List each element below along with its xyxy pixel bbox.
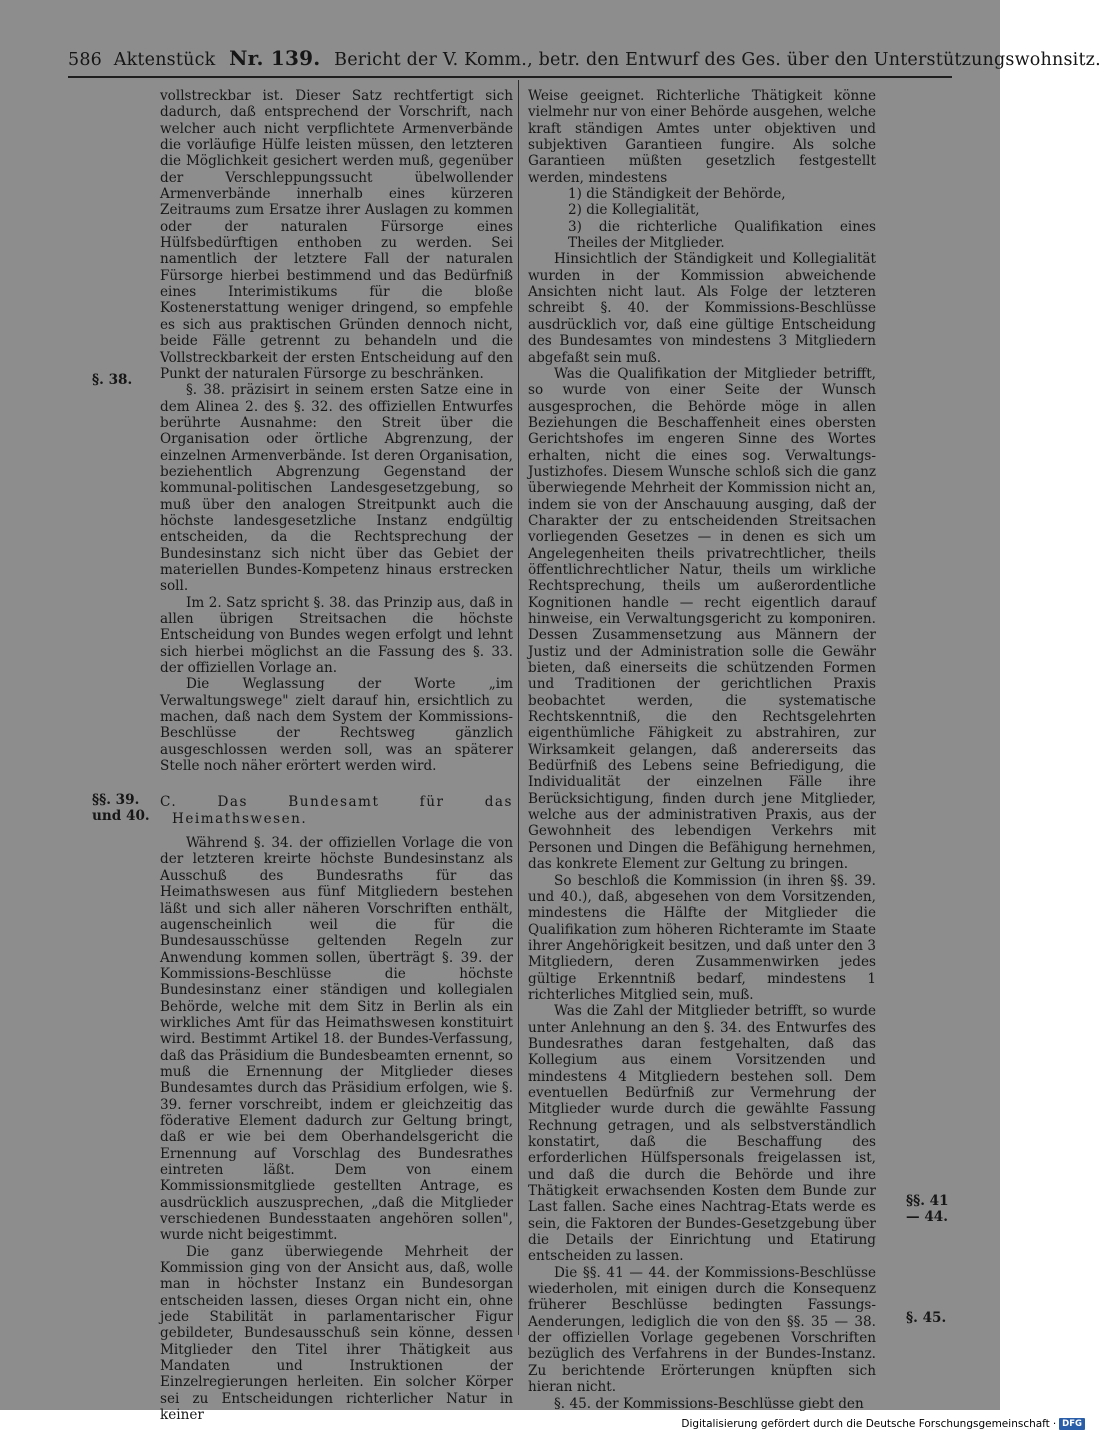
margin-note-s45: §. 45. [906, 1310, 947, 1326]
list-item: 3) die richterliche Qualifikation eines Theiles der Mitglieder. [568, 218, 876, 252]
credit-text: Digitalisierung gefördert durch die Deutsche Forschungsgemeinschaft [681, 1418, 1050, 1430]
list-item: 2) die Kollegialität, [568, 202, 700, 219]
left-column [160, 88, 513, 1424]
section-heading: C. Das Bundesamt für das Heimathswesen. [160, 794, 513, 827]
left-paragraph-2: §. 38. präzisirt in seinem ersten Satze eine in dem Alinea 2. des §. 32. des offiziellen Entwurfes berührte Ausnahme: den Streit über die Organisation oder örtliche Abgrenzung, der einzelnen Armenverbände. Ist deren Organisation, beziehentlich Abgrenzung Gegenstand der kommunal-politischen Landesgesetzgebung, so muß über den analogen Streitpunkt auch die höchste landesgesetzliche Instanz endgültig entscheiden, da die Rechtsprechung der Bundesinstanz sich nicht über das Gebiet der materiellen Bundes-Kompetenz hinaus erstrecken soll. [160, 382, 513, 595]
section-spacer [160, 774, 513, 794]
dfg-logo: DFG [1059, 1418, 1085, 1430]
right-paragraph-2: Hinsichtlich der Ständigkeit und Kollegialität wurden in der Kommission abweichende Ansichten nicht laut. Als Folge der letzteren schreibt §. 40. der Kommissions-Beschlüsse ausdrücklich vor, daß eine gültige Entscheidung des Bundesamtes von mindestens 3 Mitgliedern abgefaßt sein muß. [528, 251, 876, 366]
margin-note-s39-40: §§. 39. und 40. [92, 792, 150, 825]
right-paragraph-5: Was die Zahl der Mitglieder betrifft, so wurde unter Anlehnung an den §. 34. des Entwurfes des Bundesrathes daran festgehalten, daß das Kollegium aus einem Vorsitzenden und mindestens 4 Mitgliedern bestehen soll. Dem eventuellen Bedürfniß zur Vermehrung der Mitglieder wurde durch die gewählte Fassung Rechnung getragen, und als selbstverständlich konstatirt, daß die Beschaffung des erforderlichen Hülfspersonals freigelassen ist, und daß die durch die Behörde und ihre Thätigkeit erwachsenden Kosten dem Bunde zur Last fallen. Sache eines Nachtrag-Etats werde es sein, die Faktoren der Bundes-Gesetzgebung über die Details der Einrichtung und Etatirung entscheiden zu lassen. [528, 1003, 876, 1265]
left-paragraph-4: Die Weglassung der Worte „im Verwaltungswege" zielt darauf hin, ersichtlich zu machen, daß nach dem System der Kommissions-Beschlüsse der Rechtsweg gänzlich ausgeschlossen werden soll, was an späterer Stelle noch näher erörtert werden wird. [160, 676, 513, 775]
right-paragraph-7: §. 45. der Kommissions-Beschlüsse giebt den [554, 1395, 864, 1412]
column-divider [518, 80, 519, 1335]
margin-note-s38: §. 38. [92, 372, 133, 388]
left-paragraph-6: Die ganz überwiegende Mehrheit der Kommission ging von der Ansicht aus, daß, wolle man in höchster Instanz ein Bundesorgan entscheiden lassen, dieses Organ nicht ein, ohne jede Stabilität in parlamentarischer Figur gebildeter, Bundesausschuß sein könne, dessen Mitglieder den Titel ihrer Thätigkeit aus Mandaten und Instruktionen der Einzelregierungen herleiten. Ein solcher Körper sei zu Entscheidungen richterlicher Natur in keiner [160, 1243, 513, 1424]
header-title: Bericht der V. Komm., betr. den Entwurf des Ges. über den Unterstützungswohnsitz. [334, 50, 1101, 70]
document-label: Aktenstück [113, 50, 216, 70]
qualification-list [528, 186, 876, 251]
header-rule [68, 76, 952, 78]
right-paragraph-4: So beschloß die Kommission (in ihren §§. 39. und 40.), daß, abgesehen von dem Vorsitzenden, mindestens die Hälfte der Mitglieder die Qualifikation zum höheren Richteramte im Staate ihrer Angehörigkeit besitzen, und daß unter den 3 Mitgliedern, deren Zusammenwirken jedes gültige Erkenntniß bedarf, mindestens 1 richterliches Mitglied sein, muß. [528, 872, 876, 1003]
right-paragraph-3: Was die Qualifikation der Mitglieder betrifft, so wurde von einer Seite der Wunsch ausgesprochen, die Behörde möge in allen Beziehungen die Beschaffenheit eines obersten Gerichtshofes im engeren Sinne des Wortes erhalten, nicht die eines sog. Verwaltungs-Justizhofes. Diesem Wunsche schloß sich die ganz überwiegende Mehrheit der Kommission nicht an, indem sie von der Anschauung ausging, daß der Charakter der zu entscheidenden Streitsachen vorliegenden Gesetzes — in denen es sich um Angelegenheiten theils privatrechtlicher, theils öffentlichrechtlicher Natur, theils um wirkliche Rechtsprechung, theils um außerordentliche Kognitionen handle — recht eigentlich darauf hinweise, ein Verwaltungsgericht zu komponiren. Dessen Zusammensetzung aus Männern der Justiz und der Administration solle die Gewähr bieten, daß einerseits die schützenden Formen und Traditionen der gerichtlichen Praxis beobachtet werden, die systematische Rechtskenntniß, die den Rechtsgelehrten eigenthümliche Fähigkeit zu abstrahiren, zur Wirksamkeit gelangen, daß andererseits das Bedürfniß des Lebens seine Befriedigung, die Individualität der einzelnen Fälle ihre Berücksichtigung, finden durch jene Mitglieder, welche aus der administrativen Praxis, aus der Gewohnheit des lebendigen Verkehrs mit Personen und Dingen die Befähigung hernehmen, das konkrete Element zur Geltung zu bringen. [528, 365, 876, 873]
digitization-credit: Digitalisierung gefördert durch die Deutsche Forschungsgemeinschaft · DFG [681, 1418, 1085, 1430]
left-paragraph-5: Während §. 34. der offiziellen Vorlage die von der letzteren kreirte höchste Bundesinstanz als Ausschuß des Bundesraths für das Heimathswesen aus fünf Mitgliedern bestehen läßt und sich aller näheren Vorschriften enthält, augenscheinlich weil die für die Bundesausschüsse geltenden Regeln zur Anwendung kommen sollen, überträgt §. 39. der Kommissions-Beschlüsse die höchste Bundesinstanz einer ständigen und kollegialen Behörde, welche mit dem Sitz in Berlin als ein wirkliches Amt für das Heimathswesen konstituirt wird. Bestimmt Artikel 18. der Bundes-Verfassung, daß das Präsidium die Bundesbeamten ernennt, so muß die Ernennung der Mitglieder dieses Bundesamtes durch das Präsidium erfolgen, wie §. 39. ferner vorschreibt, indem er gleichzeitig das föderative Element dadurch zur Geltung bringt, daß er wie bei dem Oberhandelsgericht die Ernennung auf Vorschlag des Bundesrathes eintreten läßt. Dem von einem Kommissionsmitgliede gestellten Antrage, es ausdrücklich auszusprechen, „daß die Mitglieder verschiedenen Bundesstaaten angehören sollen", wurde nicht beigestimmt. [160, 835, 513, 1244]
right-paragraph-6: Die §§. 41 — 44. der Kommissions-Beschlüsse wiederholen, mit einigen durch die Konsequenz früherer Beschlüsse bedingten Fassungs-Aenderungen, lediglich die von den §§. 35 — 38. der offiziellen Vorlage gegebenen Vorschriften bezüglich des Verfahrens in der Bundes-Instanz. Zu berichtende Erörterungen knüpften sich hieran nicht. [528, 1264, 876, 1396]
left-paragraph-1: vollstreckbar ist. Dieser Satz rechtfertigt sich dadurch, daß entsprechend der Vorschrift, nach welcher auch nicht verpflichtete Armenverbände die vorläufige Hülfe leisten müssen, den letzteren die Möglichkeit gesichert werden muß, gegenüber der Verschleppungssucht übelwollender Armenverbände innerhalb eines kürzeren Zeitraums zum Ersatze ihrer Auslagen zu kommen oder der naturalen Fürsorge eines Hülfsbedürftigen enthoben zu werden. Sei namentlich der letztere Fall der naturalen Fürsorge hierbei bestimmend und das Bedürfniß eines Interimistikums für die bloße Kostenerstattung weniger dringend, so empfehle es sich aus praktischen Gründen dennoch nicht, beide Fälle getrennt zu behandeln und die Vollstreckbarkeit der ersten Entscheidung auf den Punkt der naturalen Fürsorge zu beschränken. [160, 88, 513, 382]
list-item: 1) die Ständigkeit der Behörde, [568, 186, 786, 203]
margin-note-s41-44: §§. 41 — 44. [906, 1193, 949, 1226]
left-paragraph-3: Im 2. Satz spricht §. 38. das Prinzip aus, daß in allen übrigen Streitsachen die höchste Entscheidung von Bundes wegen erfolgt und lehnt sich hierbei möglichst an die Fassung des §. 33. der offiziellen Vorlage an. [160, 594, 513, 677]
document-number: Nr. 139. [229, 46, 321, 70]
page-number: 586 [68, 50, 103, 70]
right-column [528, 88, 876, 1412]
page-header [68, 46, 1101, 76]
right-paragraph-1: Weise geeignet. Richterliche Thätigkeit könne vielmehr nur von einer Behörde ausgehen, welche kraft ständigen Amtes unter objektiven und subjektiven Garantieen fungire. Als solche Garantieen müßten gesetzlich festgestellt werden, mindestens [528, 88, 876, 186]
